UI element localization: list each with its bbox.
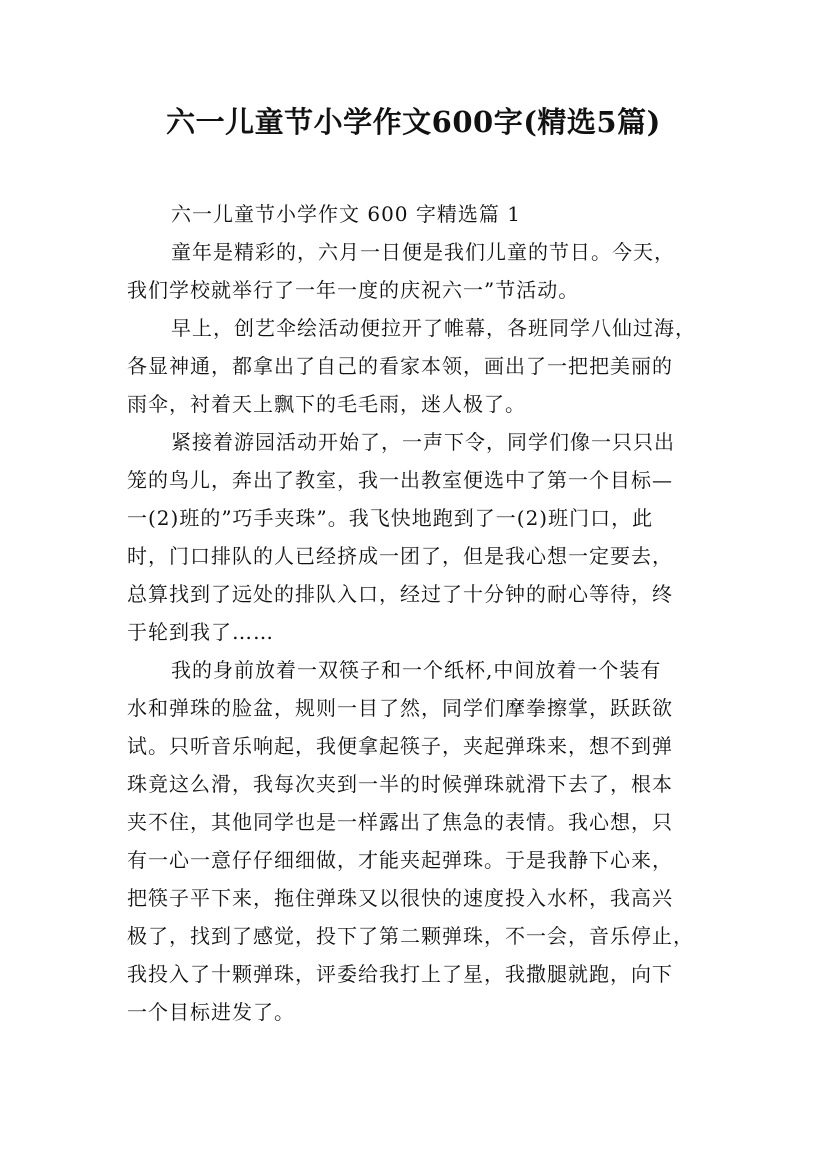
text-line: 珠竟这么滑，我每次夹到一半的时候弹珠就滑下去了，根本: [127, 772, 673, 796]
text-line: 试。只听音乐响起，我便拿起筷子，夹起弹珠来，想不到弹: [127, 734, 673, 758]
document-body: [127, 195, 707, 1031]
text-line: 一(2)班的”巧手夹珠”。我飞快地跑到了一(2)班门口，此: [127, 506, 654, 530]
text-line: 我们学校就举行了一年一度的庆祝六一”节活动。: [127, 278, 580, 302]
text-line: 我的身前放着一双筷子和一个纸杯,中间放着一个装有: [171, 658, 662, 682]
text-line: 笼的鸟儿，奔出了教室，我一出教室便选中了第一个目标—: [127, 468, 673, 492]
text-line: 于轮到我了……: [127, 620, 274, 644]
text-line: 极了，找到了感觉，投下了第二颗弹珠，不一会，音乐停止，: [127, 924, 694, 948]
text-line: 早上，创艺伞绘活动便拉开了帷幕，各班同学八仙过海，: [171, 316, 696, 340]
text-line: 我投入了十颗弹珠，评委给我打上了星，我撒腿就跑，向下: [127, 962, 673, 986]
text-line: 水和弹珠的脸盆，规则一目了然，同学们摩拳擦掌，跃跃欲: [127, 696, 673, 720]
document-title: 六一儿童节小学作文600字(精选5篇): [166, 105, 661, 139]
text-line: 六一儿童节小学作文 600 字精选篇 1: [171, 202, 521, 226]
text-line: 一个目标进发了。: [127, 1000, 295, 1024]
text-line: 总算找到了远处的排队入口，经过了十分钟的耐心等待，终: [127, 582, 673, 606]
text-line: 夹不住，其他同学也是一样露出了焦急的表情。我心想，只: [127, 810, 673, 834]
text-line: 把筷子平下来，拖住弹珠又以很快的速度投入水杯，我高兴: [127, 886, 673, 910]
text-line: 雨伞，衬着天上飘下的毛毛雨，迷人极了。: [127, 392, 526, 416]
text-line: 童年是精彩的，六月一日便是我们儿童的节日。今天，: [171, 240, 675, 264]
text-line: 各显神通，都拿出了自己的看家本领，画出了一把把美丽的: [127, 354, 673, 378]
text-line: 有一心一意仔仔细细做，才能夹起弹珠。于是我静下心来，: [127, 848, 673, 872]
text-line: 时，门口排队的人已经挤成一团了，但是我心想一定要去，: [127, 544, 673, 568]
text-line: 紧接着游园活动开始了，一声下令，同学们像一只只出: [171, 430, 675, 454]
